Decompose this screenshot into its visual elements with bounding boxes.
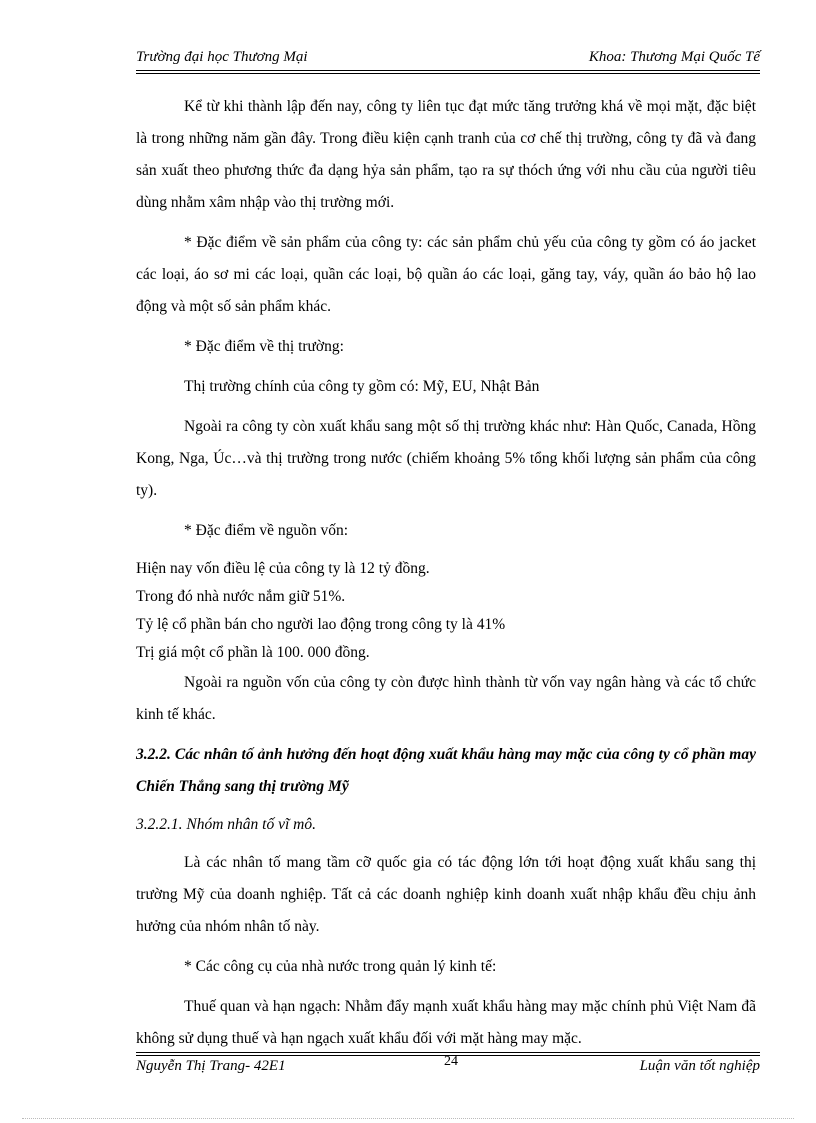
header-rule-2 [136, 73, 760, 74]
paragraph: * Đặc điểm về nguồn vốn: [184, 522, 349, 539]
footer-rule [136, 1052, 760, 1053]
paragraph: * Các công cụ của nhà nước trong quản lý kinh tế: [184, 958, 497, 975]
subsection-heading: 3.2.2.1. Nhóm nhân tố vĩ mô. [136, 816, 316, 833]
paragraph: * Đặc điểm về thị trường: [184, 338, 344, 355]
header-faculty: Khoa: Thương Mại Quốc Tế [588, 49, 760, 65]
header-school: Trường đại học Thương Mại [136, 49, 308, 65]
document-body [136, 91, 756, 1063]
paragraph: Là các nhân tố mang tầm cỡ quốc gia có tác động lớn tới hoạt động xuất khẩu sang thị trường Mỹ của doanh nghiệp. Tất cả các doanh nghiệp kinh doanh xuất nhập khẩu đều chịu ảnh hưởng của nhóm nhân tố này. [136, 854, 756, 935]
paragraph: Thị trường chính của công ty gồm có: Mỹ, EU, Nhật Bản [184, 378, 540, 395]
list-line: Hiện nay vốn điều lệ của công ty là 12 tỷ đồng. [136, 560, 430, 577]
section-heading: 3.2.2. Các nhân tố ảnh hưởng đến hoạt động xuất khẩu hàng may mặc của công ty cổ phần may Chiến Thắng sang thị trường Mỹ [136, 746, 756, 795]
page-edge [22, 1118, 794, 1119]
paragraph: Ngoài ra nguồn vốn của công ty còn được hình thành từ vốn vay ngân hàng và các tổ chức kinh tế khác. [136, 674, 756, 723]
list-line: Trong đó nhà nước nắm giữ 51%. [136, 588, 346, 605]
footer-author: Nguyễn Thị Trang- 42E1 [136, 1058, 286, 1074]
paragraph: * Đặc điểm về sản phẩm của công ty: các sản phẩm chủ yếu của công ty gồm có áo jacket các loại, áo sơ mi các loại, quần các loại, bộ quần áo các loại, găng tay, váy, quần áo bảo hộ lao động và một số sản phẩm khác. [136, 234, 756, 315]
list-line: Tỷ lệ cổ phần bán cho người lao động trong công ty là 41% [136, 616, 506, 633]
paragraph: Kể từ khi thành lập đến nay, công ty liên tục đạt mức tăng trưởng khá về mọi mặt, đặc biệt là trong những năm gần đây. Trong điều kiện cạnh tranh của cơ chế thị trường, công ty đã và đang sản xuất theo phương thức đa dạng hỷa sản phẩm, tạo ra sự thóch ứng với nhu cầu của người tiêu dùng nhằm xâm nhập vào thị trường mới. [136, 98, 756, 211]
header-rule [136, 70, 760, 71]
paragraph: Ngoài ra công ty còn xuất khẩu sang một số thị trường khác như: Hàn Quốc, Canada, Hồng Kong, Nga, Úc…và thị trường trong nước (chiếm khoảng 5% tổng khối lượng sản phẩm của công ty). [136, 418, 756, 499]
footer-title: Luận văn tốt nghiệp [639, 1058, 760, 1074]
paragraph: Thuế quan và hạn ngạch: Nhằm đẩy mạnh xuất khẩu hàng may mặc chính phủ Việt Nam đã không sử dụng thuế và hạn ngạch xuất khẩu đối với mặt hàng may mặc. [136, 998, 756, 1047]
list-line: Trị giá một cổ phần là 100. 000 đồng. [136, 644, 370, 661]
page-number: 24 [444, 1054, 458, 1069]
